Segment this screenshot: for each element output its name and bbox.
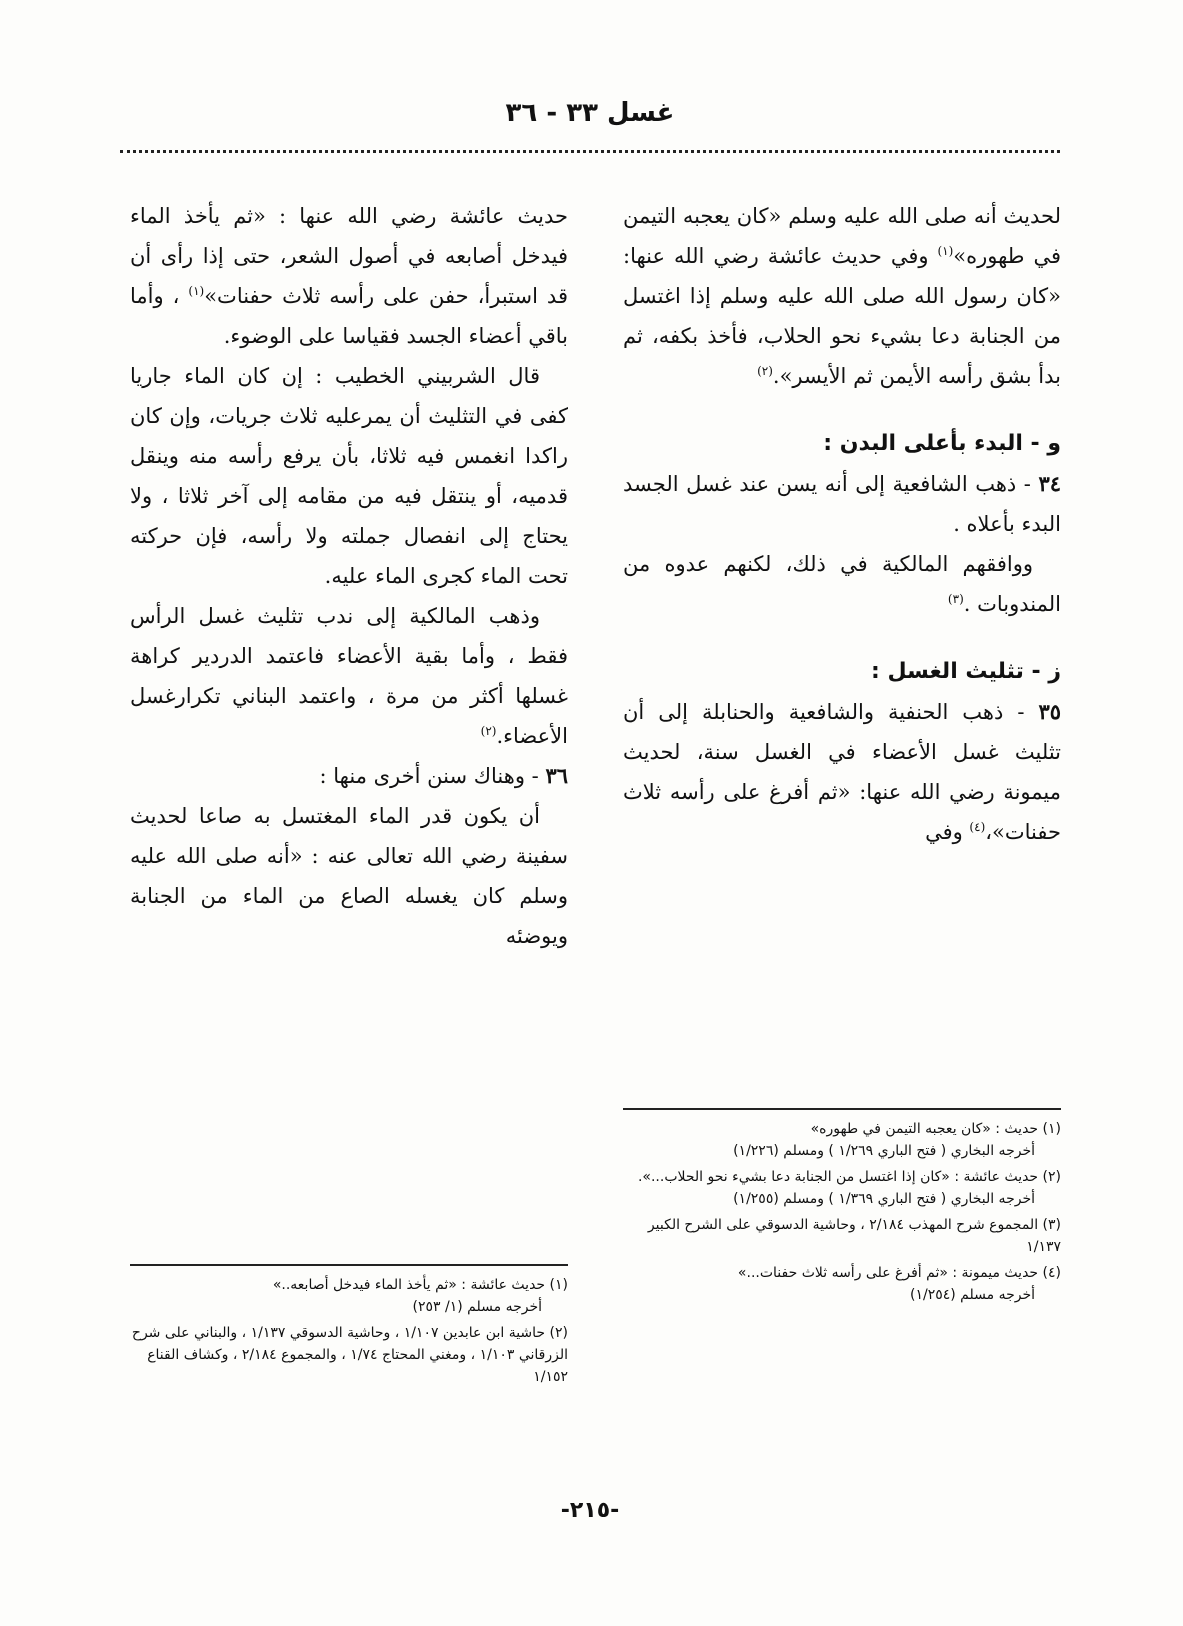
paragraph-36 [130, 756, 568, 796]
footnote [130, 1322, 568, 1388]
text-run: وفي حديث عائشة رضي الله عنها: «كان رسول الله صلى الله عليه وسلم إذا اغتسل من الجنابة دعا بشيء نحو الحلاب، فأخذ بكفه، ثم بدأ بشق رأسه الأيمن ثم الأيسر». [623, 244, 1061, 388]
footnote-ref: (٤) [969, 820, 986, 834]
footnote-line: (٣) المجموع شرح المهذب ٢/١٨٤ ، وحاشية الدسوقي على الشرح الكبير ١/١٣٧ [647, 1217, 1061, 1255]
left-paragraph-1 [130, 196, 568, 356]
right-paragraph-1 [623, 196, 1061, 396]
header-dotted-rule [120, 150, 1060, 153]
footnote [623, 1262, 1061, 1306]
text-run: ووافقهم المالكية في ذلك، لكنهم عدوه من المندوبات . [623, 552, 1061, 616]
left-paragraph-3 [130, 596, 568, 756]
footnote-line: (٤) حديث ميمونة : «ثم أفرغ على رأسه ثلاث حفنات...» [737, 1265, 1061, 1281]
text-run: ، وأما باقي أعضاء الجسد فقياسا على الوضوء. [130, 284, 568, 348]
footnote-line: أخرجه مسلم (١/ ٢٥٣) [412, 1299, 542, 1315]
footnote-line: (١) حديث : «كان يعجبه التيمن في طهوره» [810, 1121, 1061, 1137]
paragraph-number: ٣٤ [1038, 471, 1061, 496]
left-column [130, 196, 568, 956]
footnote-line: أخرجه البخاري ( فتح الباري ١/٢٦٩ ) ومسلم (١/٢٢٦) [733, 1143, 1035, 1159]
right-column [623, 196, 1061, 852]
footnote-line: (٢) حديث عائشة : «كان إذا اغتسل من الجنابة دعا بشيء نحو الحلاب...». [637, 1169, 1061, 1185]
footnote [623, 1118, 1061, 1162]
footnotes-left [130, 1274, 568, 1392]
paragraph-35 [623, 692, 1061, 852]
footnote-rule-right [623, 1108, 1061, 1110]
left-paragraph-36b: أن يكون قدر الماء المغتسل به صاعا لحديث سفينة رضي الله تعالى عنه : «أنه صلى الله عليه وسلم كان يغسله الصاع من الماء من الجنابة ويوضئه [130, 804, 568, 948]
text-run: - وهناك سنن أخرى منها : [319, 764, 546, 788]
footnote-ref: (٢) [480, 724, 497, 738]
footnote-line: (٢) حاشية ابن عابدين ١/١٠٧ ، وحاشية الدسوقي ١/١٣٧ ، والبناني على شرح الزرقاني ١/١٠٣ ، ومغني المحتاج ١/٧٤ ، والمجموع ٢/١٨٤ ، وكشاف القناع ١/١٥٢ [131, 1325, 568, 1385]
paragraph-34 [623, 464, 1061, 544]
section-heading-waw: و - البدء بأعلى البدن : [823, 431, 1061, 456]
text-run: وفي [925, 820, 970, 844]
text-run: حديث عائشة رضي الله عنها : «ثم يأخذ الماء فيدخل أصابعه في أصول الشعر، حتى إذا رأى أن قد استبرأ، حفن على رأسه ثلاث حفنات» [130, 204, 568, 308]
text-run: لحديث أنه صلى الله عليه وسلم «كان يعجبه التيمن في طهوره» [623, 204, 1061, 268]
running-header: غسل ٣٣ - ٣٦ [505, 98, 675, 128]
footnote [623, 1214, 1061, 1258]
section-heading-zay: ز - تثليث الغسل : [871, 659, 1061, 684]
footnote [130, 1274, 568, 1318]
footnote-ref: (٣) [947, 592, 964, 606]
footnote-line: (١) حديث عائشة : «ثم يأخذ الماء فيدخل أصابعه..» [272, 1277, 568, 1293]
paragraph-number: ٣٦ [545, 763, 568, 788]
footnote-ref: (٢) [757, 364, 773, 378]
page-number: -٢١٥- [560, 1498, 620, 1523]
left-paragraph-2: قال الشربيني الخطيب : إن كان الماء جاريا كفى في التثليث أن يمرعليه ثلاث جريات، وإن كان راكدا انغمس فيه ثلاثا، بأن يرفع رأسه منه وينقل قدميه، أو ينتقل فيه من مقامه إلى آخر ثلاثا ، ولا يحتاج إلى انفصال جملته ولا رأسه، فإن حركته تحت الماء كجرى الماء عليه. [130, 364, 568, 588]
footnote-line: أخرجه البخاري ( فتح الباري ١/٣٦٩ ) ومسلم (١/٢٥٥) [733, 1191, 1035, 1207]
footnote-line: أخرجه مسلم (١/٢٥٤) [910, 1287, 1035, 1303]
footnote-ref: (١) [937, 244, 954, 258]
text-run: - ذهب الشافعية إلى أنه يسن عند غسل الجسد البدء بأعلاه . [623, 472, 1061, 536]
right-paragraph-34b [623, 544, 1061, 624]
footnotes-right [623, 1118, 1061, 1310]
footnote-rule-left [130, 1264, 568, 1266]
footnote-ref: (١) [188, 284, 205, 298]
text-run: - ذهب الحنفية والشافعية والحنابلة إلى أن تثليث غسل الأعضاء في الغسل سنة، لحديث ميمونة رضي الله عنها: «ثم أفرغ على رأسه ثلاث حفنات»، [623, 700, 1061, 844]
paragraph-number: ٣٥ [1038, 699, 1061, 724]
footnote [623, 1166, 1061, 1210]
text-run: وذهب المالكية إلى ندب تثليث غسل الرأس فقط ، وأما بقية الأعضاء فاعتمد الدردير كراهة غسلها أكثر من مرة ، واعتمد البناني تكرارغسل الأعضاء. [130, 604, 568, 748]
